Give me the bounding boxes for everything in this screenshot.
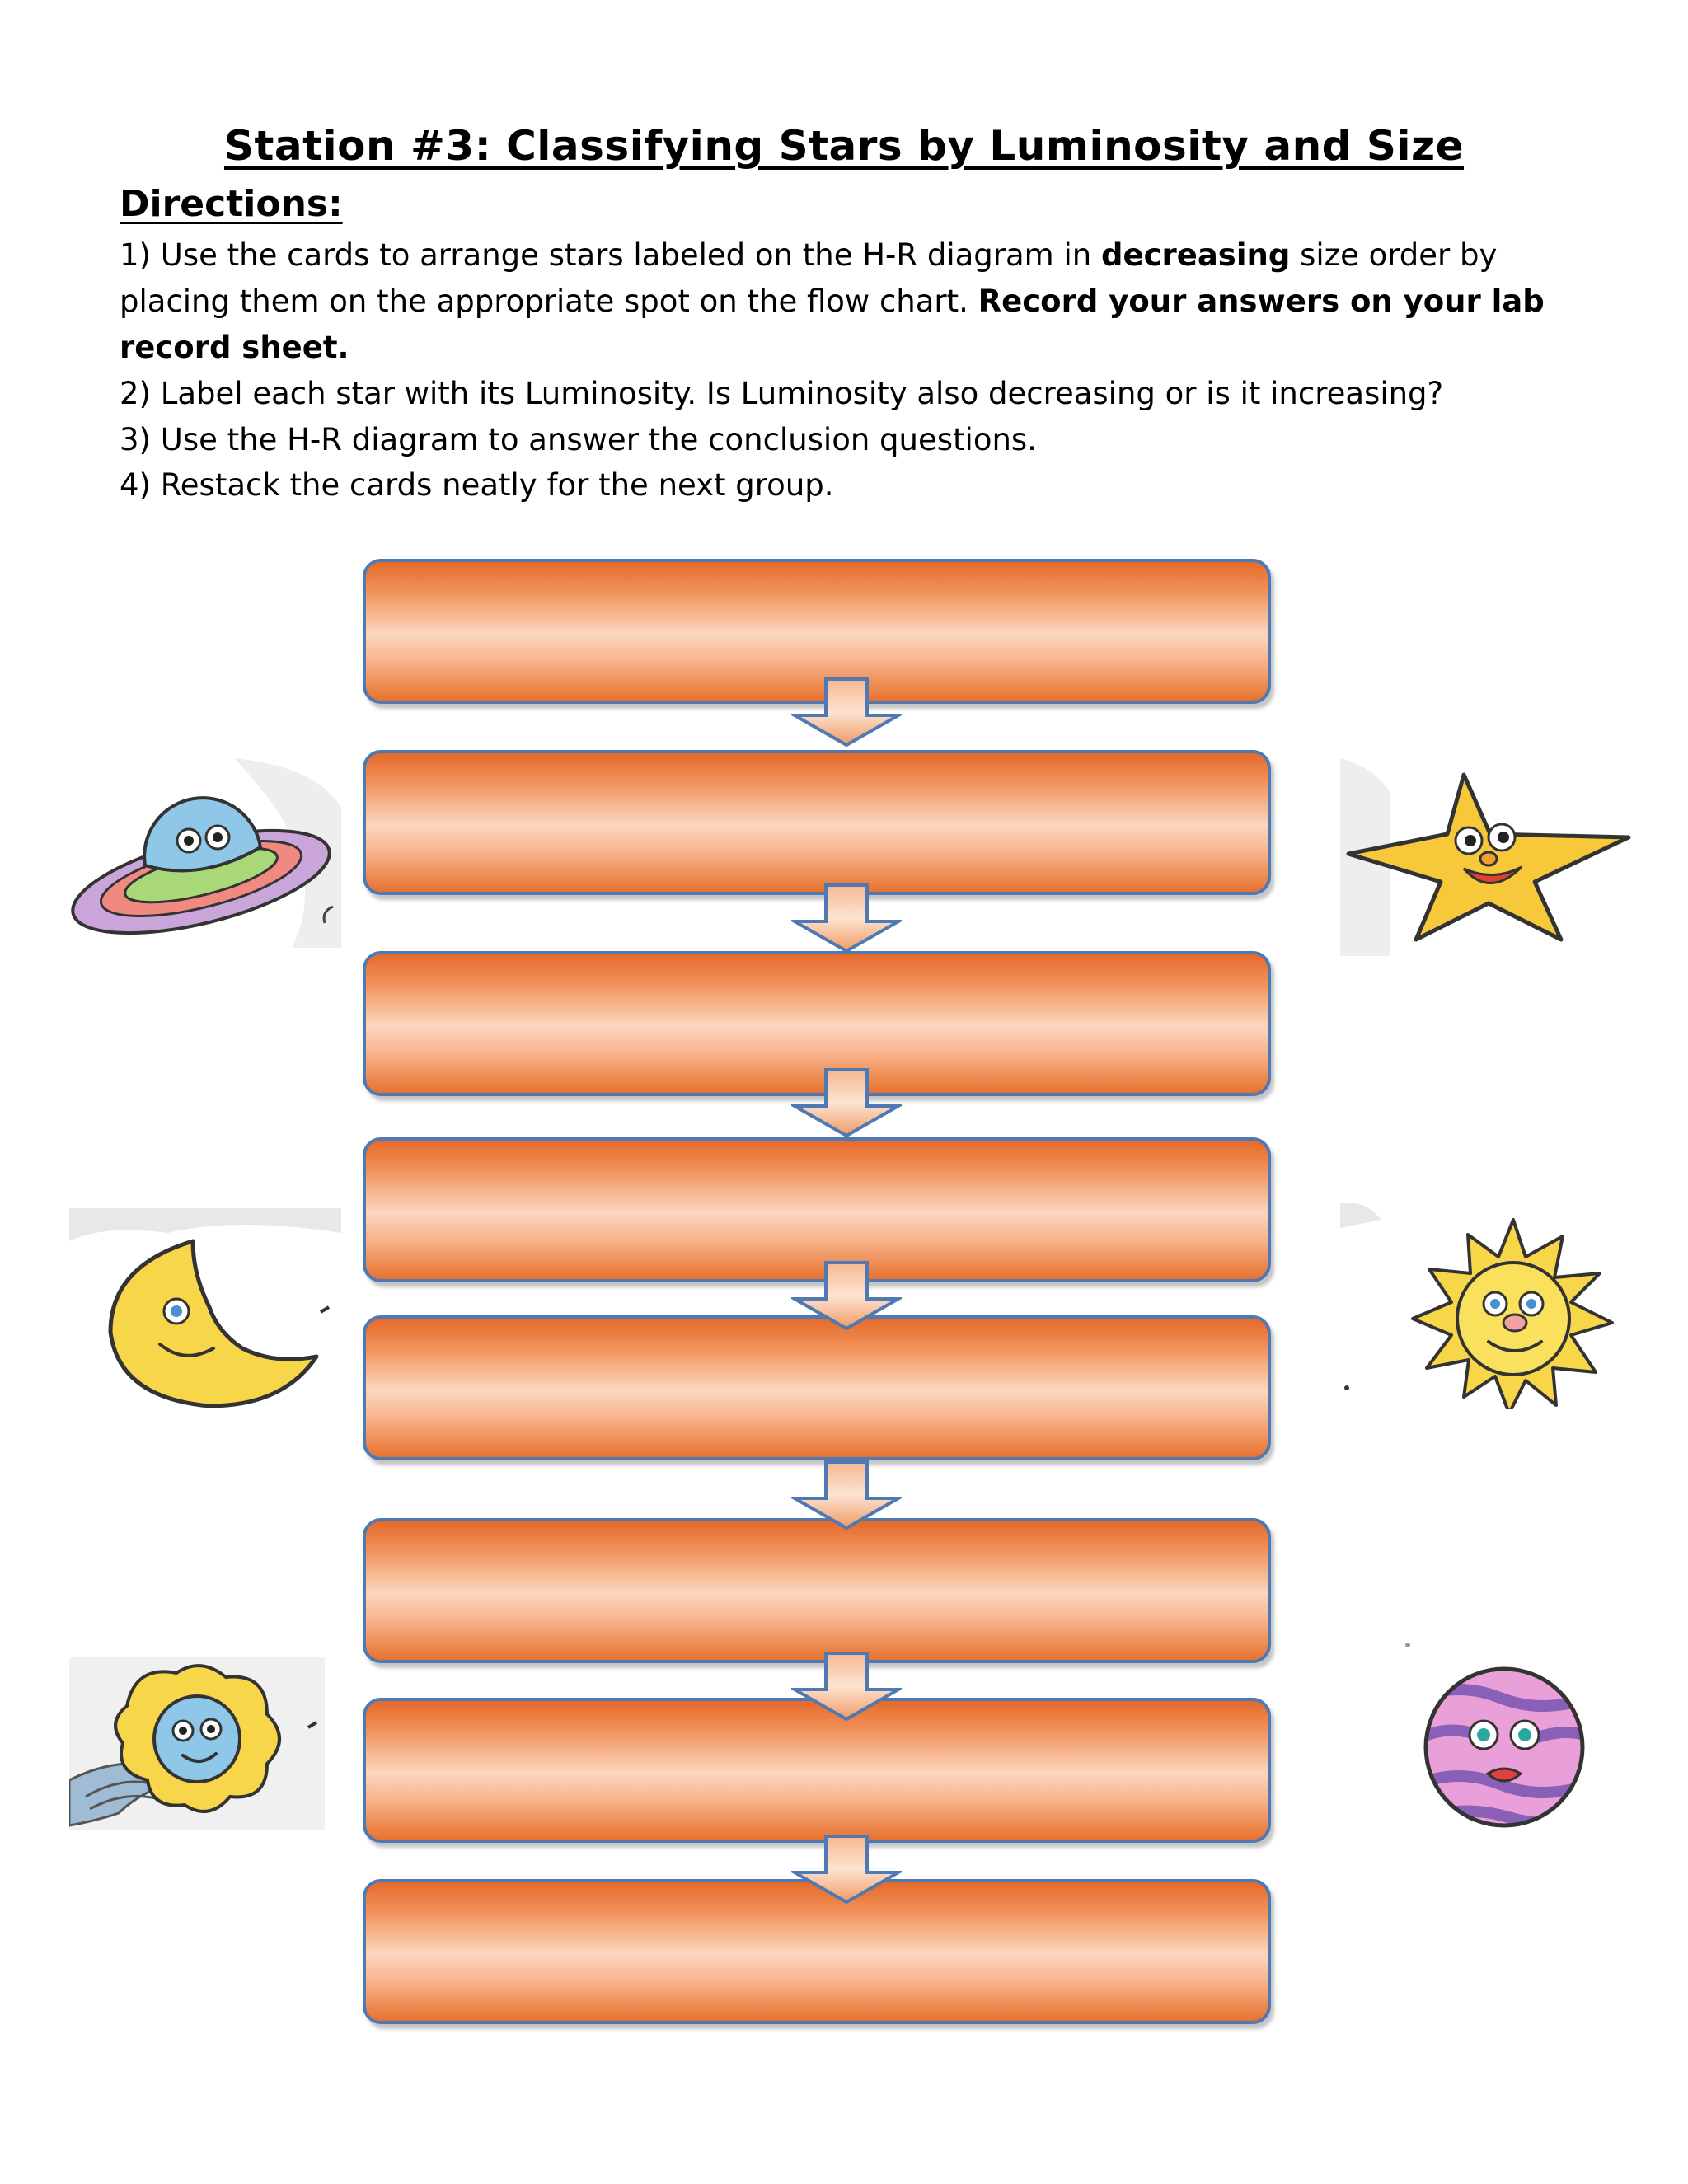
step1-line2: placing them on the appropriate spot on the flow chart.: [120, 284, 978, 319]
page-title: Station #3: Classifying Stars by Luminosity and Size: [223, 122, 1465, 170]
crescent-moon-icon: [69, 1208, 341, 1414]
down-arrow-icon: [791, 1068, 902, 1137]
flaming-sun-icon: [69, 1657, 325, 1830]
down-arrow-icon: [791, 883, 902, 953]
down-arrow-icon: [791, 1460, 902, 1530]
step1-bold-decreasing: decreasing: [1100, 237, 1291, 273]
down-arrow-icon: [791, 1261, 902, 1330]
flow-box-5[interactable]: [363, 1315, 1271, 1460]
direction-step-1-line-3: [120, 325, 1504, 371]
smiling-sun-icon: [1340, 1203, 1637, 1409]
step1-mid: size order by: [1290, 237, 1498, 273]
flow-box-6[interactable]: [363, 1518, 1271, 1663]
striped-planet-icon: [1401, 1640, 1599, 1838]
step1-bold-record: Record your answers on your lab: [978, 284, 1545, 319]
down-arrow-icon: [791, 677, 902, 747]
direction-step-2: 2) Label each star with its Luminosity. Is Luminosity also decreasing or is it increasing?: [120, 376, 1444, 411]
down-arrow-icon: [791, 1835, 902, 1904]
flow-box-2[interactable]: [363, 750, 1271, 895]
smiling-star-icon: [1340, 758, 1637, 956]
directions-heading: Directions:: [120, 183, 343, 225]
down-arrow-icon: [791, 1652, 902, 1721]
direction-step-1-line-1: [120, 232, 1504, 279]
direction-step-3: 3) Use the H-R diagram to answer the conclusion questions.: [120, 422, 1037, 457]
direction-step-1-line-2: [120, 279, 1545, 325]
ringed-planet-icon: [69, 758, 341, 948]
step1-bold-record-sheet: record sheet.: [120, 330, 349, 365]
step1-prefix: 1) Use the cards to arrange stars labeled on the H-R diagram in: [120, 237, 1101, 273]
direction-step-4: 4) Restack the cards neatly for the next group.: [120, 467, 834, 503]
